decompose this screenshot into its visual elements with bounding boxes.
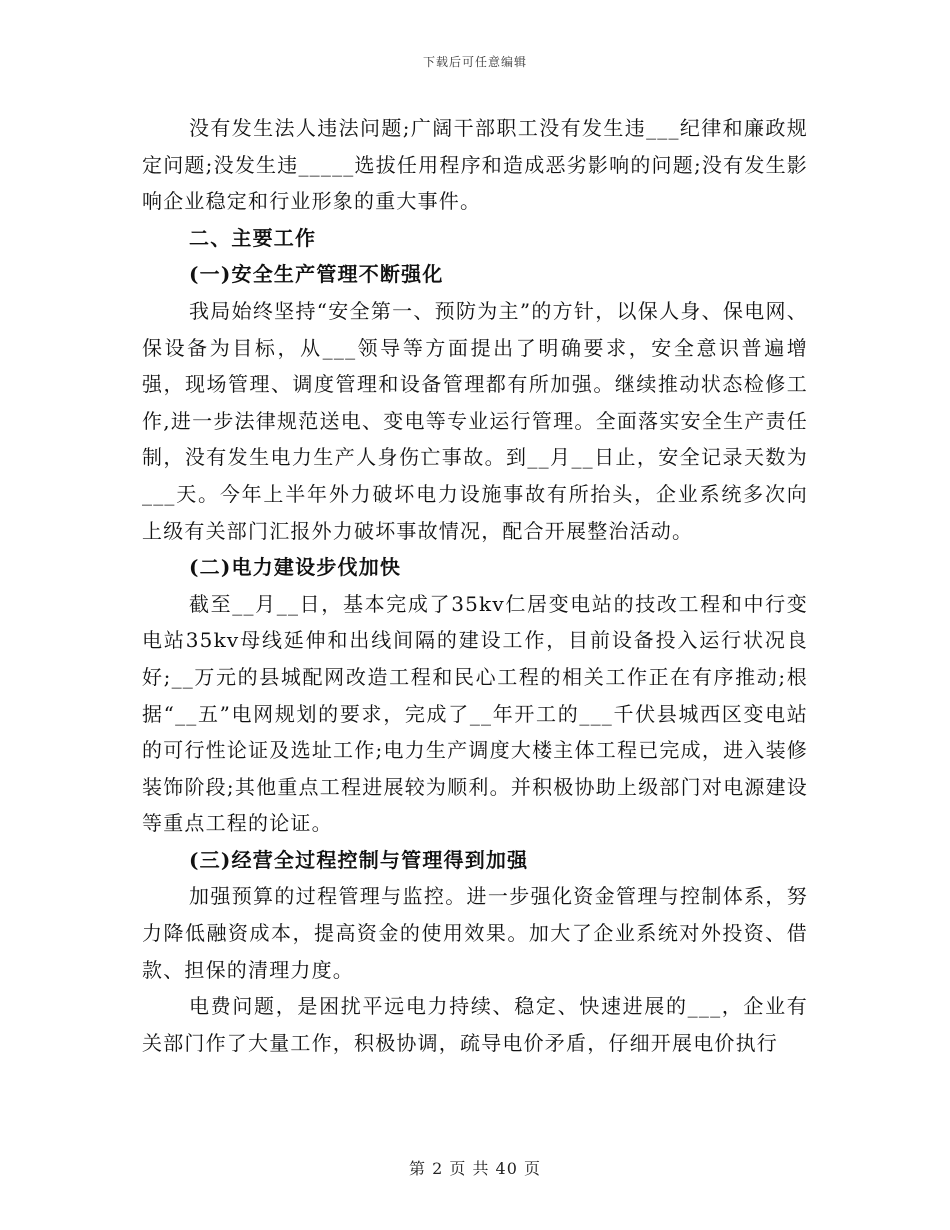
subsection-heading-construction: (二)电力建设步伐加快	[189, 555, 402, 580]
page-footer: 第 2 页 共 40 页	[409, 1159, 541, 1178]
paragraph-discipline: 没有发生法人违法问题;广阔干部职工没有发生违___纪律和廉政规定问题;没发生违_____选拔任用程序和造成恶劣影响的问题;没有发生影响企业稳定和行业形象的重大事件。	[142, 116, 808, 214]
subsection-heading-safety: (一)安全生产管理不断强化	[189, 262, 444, 287]
paragraph-construction: 截至__月__日，基本完成了35kv仁居变电站的技改工程和中行变电站35kv母线延伸和出线间隔的建设工作，目前设备投入运行状况良好;__万元的县城配网改造工程和民心工程的相关工作正在有序推动;根据“__五”电网规划的要求，完成了__年开工的___千伏县城西区变电站的可行性论证及选址工作;电力生产调度大楼主体工程已完成，进入装修装饰阶段;其他重点工程进展较为顺利。并积极协助上级部门对电源建设等重点工程的论证。	[142, 591, 808, 836]
subsection-heading-operations: (三)经营全过程控制与管理得到加强	[189, 847, 529, 872]
paragraph-safety: 我局始终坚持“安全第一、预防为主”的方针，以保人身、保电网、保设备为目标，从___领导等方面提出了明确要求，安全意识普遍增强，现场管理、调度管理和设备管理都有所加强。继续推动状态检修工作,进一步法律规范送电、变电等专业运行管理。全面落实安全生产责任制，没有发生电力生产人身伤亡事故。到__月__日止，安全记录天数为___天。今年上半年外力破坏电力设施事故有所抬头，企业系统多次向上级有关部门汇报外力破坏事故情况，配合开展整治活动。	[142, 298, 808, 543]
paragraph-electricity-fee: 电费问题，是困扰平远电力持续、稳定、快速进展的___，企业有关部门作了大量工作，积极协调，疏导电价矛盾，仔细开展电价执行	[142, 994, 808, 1055]
document-body	[142, 110, 808, 1061]
paragraph-budget: 加强预算的过程管理与监控。进一步强化资金管理与控制体系，努力降低融资成本，提高资金的使用效果。加大了企业系统对外投资、借款、担保的清理力度。	[142, 884, 808, 982]
page-header: 下载后可任意编辑	[422, 55, 527, 69]
section-heading-main-work: 二、主要工作	[189, 225, 317, 250]
